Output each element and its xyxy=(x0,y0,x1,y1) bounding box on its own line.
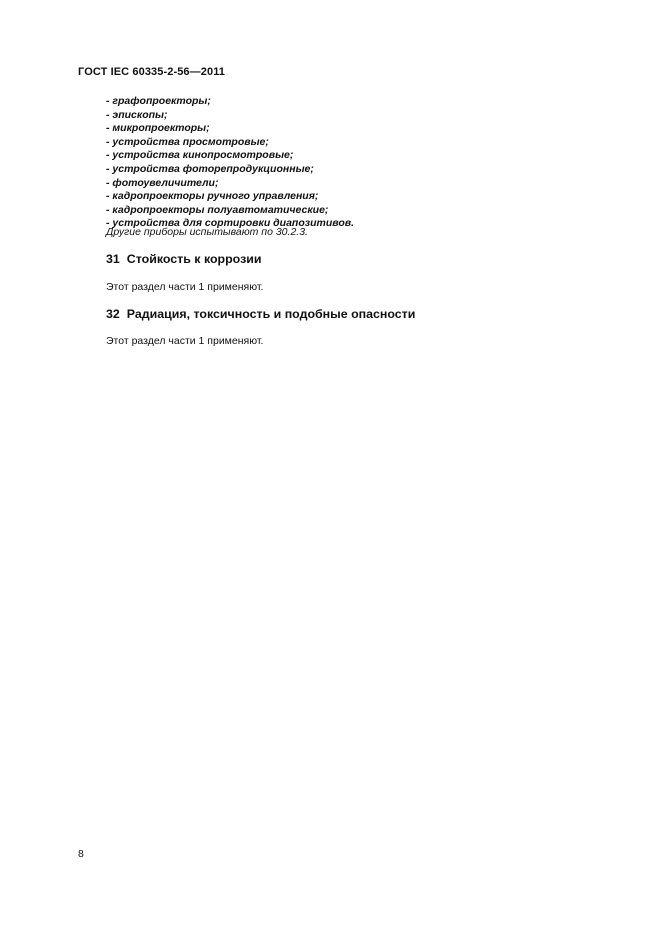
section-32-text: Этот раздел части 1 применяют. xyxy=(106,335,264,347)
document-header: ГОСТ IEC 60335-2-56—2011 xyxy=(78,66,226,78)
section-31-heading xyxy=(106,252,261,266)
section-31-text: Этот раздел части 1 применяют. xyxy=(106,281,264,293)
list-item: - устройства для сортировки диапозитивов. xyxy=(106,217,355,230)
section-32-heading xyxy=(106,307,415,321)
device-list xyxy=(106,95,354,231)
list-item: - эпископы; xyxy=(106,108,168,121)
page-number: 8 xyxy=(78,848,84,860)
list-item: - микропроекторы; xyxy=(106,122,210,135)
section-title: Радиация, токсичность и подобные опасности xyxy=(126,307,416,321)
list-item: - графопроекторы; xyxy=(106,95,211,107)
list-note: Другие приборы испытывают по 30.2.3. xyxy=(106,226,308,238)
list-item: - устройства фоторепродукционные; xyxy=(106,162,314,175)
list-item: - фотоувеличители; xyxy=(106,176,219,189)
section-number: 32 xyxy=(106,307,120,321)
list-item: - кадропроекторы ручного управления; xyxy=(106,190,319,203)
section-number: 31 xyxy=(106,252,120,266)
list-item: - устройства кинопросмотровые; xyxy=(106,149,294,162)
section-title: Стойкость к коррозии xyxy=(126,252,262,266)
list-item: - кадропроекторы полуавтоматические; xyxy=(106,203,329,216)
list-item: - устройства просмотровые; xyxy=(106,135,269,148)
